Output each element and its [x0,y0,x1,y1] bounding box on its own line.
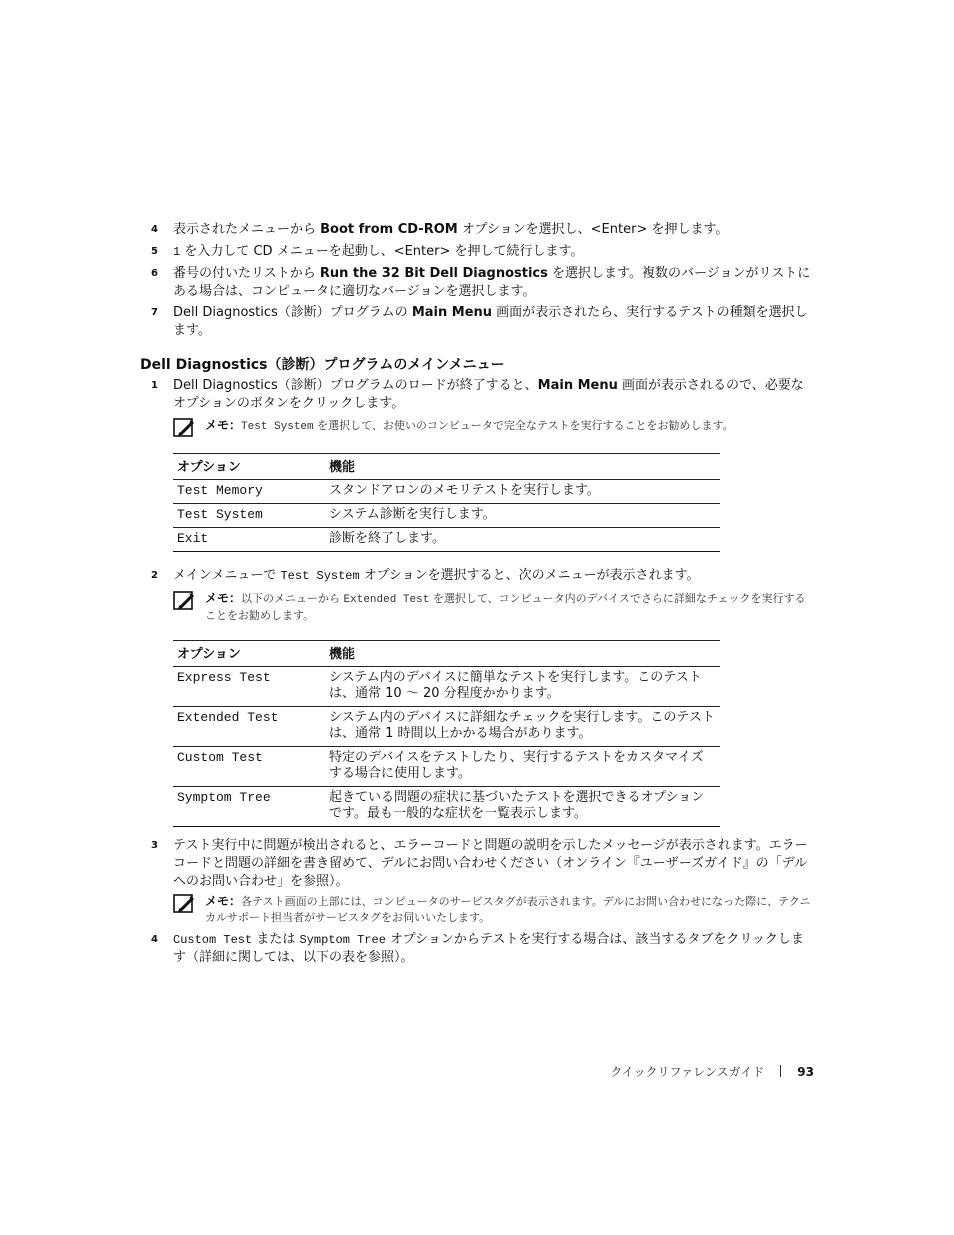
menu-step-4: 4 Custom Test または Symptom Tree オプションからテストを実行する場合は、該当するタブをクリックします（詳細に関しては、以下の表を参照）。 [151,932,804,965]
option-description: 特定のデバイスをテストしたり、実行するテストをカスタマイズする場合に使用します。 [325,747,720,787]
pencil-note-icon [173,893,195,913]
options-table-main-menu [173,453,720,552]
page-footer [610,1063,814,1080]
note-3: メモ：各テスト画面の上部には、コンピュータのサービスタグが表示されます。デルにお問い合わせになった際に、テクニカルサポート担当者がサービスタグをお伺いいたします。 [173,893,813,926]
option-description: システム診断を実行します。 [325,504,720,528]
column-header-option: オプション [173,641,325,667]
table-row [173,528,720,552]
table-row [173,504,720,528]
table-row [173,667,720,707]
menu-step-1: 1 Dell Diagnostics（診断）プログラムのロードが終了すると、Main Menu 画面が表示されるので、必要なオプションのボタンをクリックします。 [151,378,804,411]
option-description: システム内のデバイスに詳細なチェックを実行します。このテストは、通常 1 時間以上かかる場合があります。 [325,707,720,747]
page-number: 93 [797,1065,814,1079]
step-6: 6 番号の付いたリストから Run the 32 Bit Dell Diagnostics を選択します。複数のバージョンがリストにある場合は、コンピュータに適切なバージョンを選択します。 [151,266,811,299]
pencil-note-icon [173,417,195,437]
footer-title: クイックリファレンスガイド [610,1065,765,1079]
option-name: Exit [173,528,325,552]
table-row [173,480,720,504]
table-row [173,787,720,827]
column-header-option: オプション [173,454,325,480]
table-row [173,747,720,787]
option-description: 起きている問題の症状に基づいたテストを選択できるオプションです。最も一般的な症状を一覧表示します。 [325,787,720,827]
pencil-note-icon [173,590,195,610]
column-header-function: 機能 [325,454,720,480]
option-description: スタンドアロンのメモリテストを実行します。 [325,480,720,504]
option-name: Test System [173,504,325,528]
option-name: Extended Test [173,707,325,747]
options-table-test-system [173,640,720,827]
column-header-function: 機能 [325,641,720,667]
menu-step-2: 2 メインメニューで Test System オプションを選択すると、次のメニューが表示されます。 [151,568,700,583]
option-description: 診断を終了します。 [325,528,720,552]
option-name: Symptom Tree [173,787,325,827]
option-name: Test Memory [173,480,325,504]
table-row [173,707,720,747]
note-2: メモ：以下のメニューから Extended Test を選択して、コンピュータ内のデバイスでさらに詳細なチェックを実行することをお勧めします。 [173,590,813,624]
step-7: 7 Dell Diagnostics（診断）プログラムの Main Menu 画面が表示されたら、実行するテストの種類を選択します。 [151,305,808,338]
option-description: システム内のデバイスに簡単なテストを実行します。このテストは、通常 10 ～ 20 分程度かかります。 [325,667,720,707]
footer-divider [780,1065,781,1077]
section-heading: Dell Diagnostics（診断）プログラムのメインメニュー [140,357,505,373]
menu-step-3: 3 テスト実行中に問題が検出されると、エラーコードと問題の説明を示したメッセージが表示されます。エラーコードと問題の詳細を書き留めて、デルにお問い合わせください（オンライン『ユーザーズガイド』の「デルへのお問い合わせ」を参照）。 [151,838,808,889]
step-4: 4 表示されたメニューから Boot from CD-ROM オプションを選択し、<Enter> を押します。 [151,222,729,237]
note-1: メモ：Test System を選択して、お使いのコンピュータで完全なテストを実行することをお勧めします。 [173,417,813,435]
option-name: Custom Test [173,747,325,787]
option-name: Express Test [173,667,325,707]
step-5: 5 1 を入力して CD メニューを起動し、<Enter> を押して続行します。 [151,244,584,259]
